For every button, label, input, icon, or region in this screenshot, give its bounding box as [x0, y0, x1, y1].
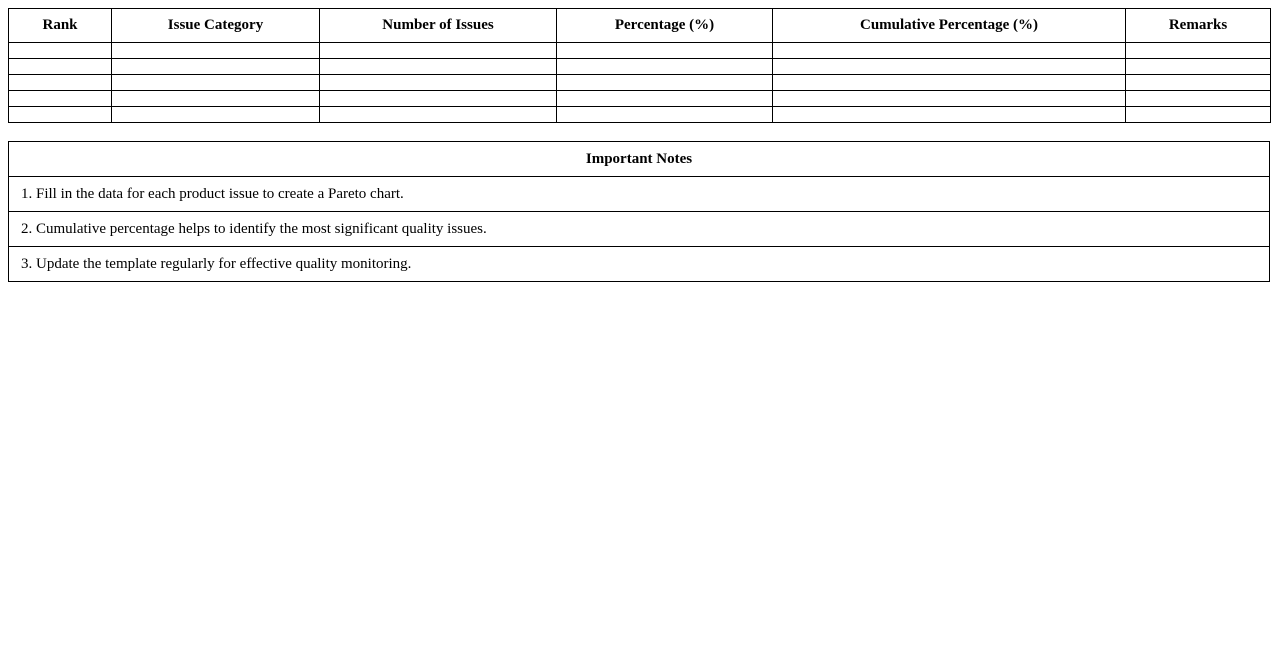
table-cell[interactable]	[557, 43, 773, 59]
column-header-rank: Rank	[9, 9, 112, 43]
table-cell[interactable]	[9, 107, 112, 123]
column-header-percentage: Percentage (%)	[557, 9, 773, 43]
table-cell[interactable]	[112, 75, 320, 91]
column-header-issue-category: Issue Category	[112, 9, 320, 43]
table-cell[interactable]	[1126, 43, 1271, 59]
notes-row	[9, 247, 1270, 282]
notes-row	[9, 212, 1270, 247]
table-cell[interactable]	[773, 59, 1126, 75]
note-item-2: 2. Cumulative percentage helps to identify the most significant quality issues.	[9, 212, 1270, 247]
table-cell[interactable]	[1126, 107, 1271, 123]
table-cell[interactable]	[9, 43, 112, 59]
table-header-row	[9, 9, 1271, 43]
table-row	[9, 107, 1271, 123]
notes-row	[9, 177, 1270, 212]
table-cell[interactable]	[773, 107, 1126, 123]
table-cell[interactable]	[1126, 75, 1271, 91]
table-cell[interactable]	[112, 59, 320, 75]
table-cell[interactable]	[9, 59, 112, 75]
table-cell[interactable]	[320, 75, 557, 91]
table-row	[9, 91, 1271, 107]
table-cell[interactable]	[320, 107, 557, 123]
table-cell[interactable]	[773, 91, 1126, 107]
important-notes-table	[8, 141, 1270, 282]
column-header-cumulative-percentage: Cumulative Percentage (%)	[773, 9, 1126, 43]
table-cell[interactable]	[557, 75, 773, 91]
table-row	[9, 43, 1271, 59]
table-cell[interactable]	[1126, 59, 1271, 75]
page	[0, 0, 1278, 282]
notes-title: Important Notes	[9, 142, 1270, 177]
table-cell[interactable]	[773, 75, 1126, 91]
table-cell[interactable]	[557, 107, 773, 123]
table-cell[interactable]	[320, 91, 557, 107]
table-cell[interactable]	[320, 43, 557, 59]
column-header-remarks: Remarks	[1126, 9, 1271, 43]
table-cell[interactable]	[557, 91, 773, 107]
table-row	[9, 59, 1271, 75]
column-header-number-of-issues: Number of Issues	[320, 9, 557, 43]
note-item-3: 3. Update the template regularly for effective quality monitoring.	[9, 247, 1270, 282]
notes-header-row	[9, 142, 1270, 177]
pareto-data-table	[8, 8, 1271, 123]
table-cell[interactable]	[773, 43, 1126, 59]
note-item-1: 1. Fill in the data for each product issue to create a Pareto chart.	[9, 177, 1270, 212]
table-cell[interactable]	[112, 107, 320, 123]
table-row	[9, 75, 1271, 91]
table-cell[interactable]	[320, 59, 557, 75]
table-cell[interactable]	[112, 91, 320, 107]
table-cell[interactable]	[557, 59, 773, 75]
table-cell[interactable]	[1126, 91, 1271, 107]
table-cell[interactable]	[9, 75, 112, 91]
table-cell[interactable]	[112, 43, 320, 59]
table-cell[interactable]	[9, 91, 112, 107]
